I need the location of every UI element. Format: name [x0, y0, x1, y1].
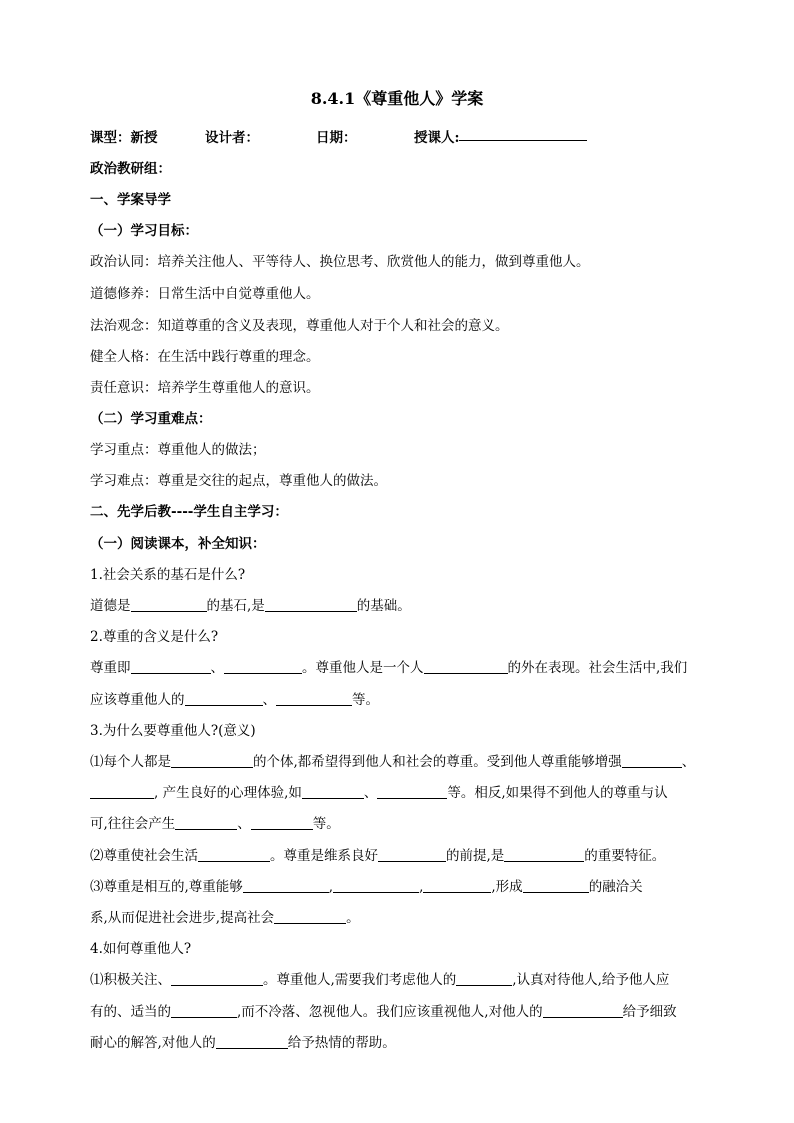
- meta-row: [90, 126, 710, 144]
- fill-blank[interactable]: [251, 815, 313, 830]
- question-3-paragraph-line: ⑵尊重使社会生活 。尊重是维系良好 的前提,是 的重要特征。: [90, 848, 666, 864]
- teacher-label: 授课人:: [414, 126, 459, 146]
- fill-blank[interactable]: [185, 691, 263, 706]
- fill-blank[interactable]: [224, 659, 302, 674]
- fill-blank[interactable]: [243, 878, 329, 893]
- question-4-answer-line: ⑴积极关注、 。尊重他人,需要我们考虑他人的 ,认真对待他人,给予他人应: [90, 972, 670, 988]
- fill-blank[interactable]: [333, 878, 419, 893]
- fill-blank[interactable]: [302, 784, 364, 799]
- fill-blank[interactable]: [622, 753, 682, 768]
- goal-item: 道德修养：日常生活中自觉尊重他人。: [90, 286, 320, 302]
- fill-blank[interactable]: [456, 971, 512, 986]
- question-3-paragraph-line: ⑶尊重是相互的,尊重能够 , , ,形成 的融洽关: [90, 879, 643, 895]
- question-4-answer-line: 有的、适当的 ,而不冷落、忽视他人。我们应该重视他人,对他人的 给予细致: [90, 1004, 677, 1020]
- question-3-paragraph-line: , 产生良好的心理体验,如 、 等。相反,如果得不到他人的尊重与认: [90, 781, 710, 801]
- fill-blank[interactable]: [131, 597, 207, 612]
- page-title: 8.4.1《尊重他人》学案: [310, 89, 484, 108]
- fill-blank[interactable]: [543, 1003, 623, 1018]
- fill-blank[interactable]: [523, 878, 589, 893]
- fill-blank[interactable]: [423, 878, 491, 893]
- goal-item: 责任意识：培养学生尊重他人的意识。: [90, 380, 320, 396]
- question-2-title: 2.尊重的含义是什么?: [90, 629, 219, 645]
- fill-blank[interactable]: [198, 847, 270, 862]
- fill-blank[interactable]: [171, 753, 253, 768]
- fill-blank[interactable]: [504, 847, 584, 862]
- fill-blank[interactable]: [274, 909, 346, 924]
- date-label: 日期：: [316, 130, 357, 146]
- goal-item: 法治观念：知道尊重的含义及表现，尊重他人对于个人和社会的意义。: [90, 318, 509, 334]
- fill-blank[interactable]: [216, 1034, 288, 1049]
- question-3-paragraph-line: 可,往往会产生 、 等。: [90, 816, 340, 832]
- question-3-paragraph-line: 系,从而促进社会进步,提高社会 。: [90, 910, 360, 926]
- fill-blank[interactable]: [377, 784, 447, 799]
- question-3-title: 3.为什么要尊重他人?(意义): [90, 723, 256, 739]
- fill-blank[interactable]: [265, 597, 357, 612]
- fill-blank[interactable]: [378, 847, 446, 862]
- section-1-1-heading: （一）学习目标：: [90, 223, 198, 239]
- question-1-answer: 道德是 的基石,是 的基础。: [90, 598, 411, 614]
- designer-label: 设计者：: [205, 130, 259, 146]
- fill-blank[interactable]: [131, 659, 211, 674]
- goal-item: 政治认同：培养关注他人、平等待人、换位思考、欣赏他人的能力，做到尊重他人。: [90, 254, 590, 270]
- section-2-heading: 二、先学后教----学生自主学习：: [90, 504, 288, 520]
- goal-item: 健全人格：在生活中践行尊重的理念。: [90, 349, 320, 365]
- question-4-answer-line: 耐心的解答,对他人的 给予热情的帮助。: [90, 1035, 396, 1051]
- question-2-answer-line: 应该尊重他人的 、 等。: [90, 692, 379, 708]
- question-2-answer-line: 尊重即 、 。尊重他人是一个人 的外在表现。社会生活中,我们: [90, 660, 688, 676]
- fill-blank[interactable]: [276, 691, 352, 706]
- section-1-heading: 一、学案导学: [90, 192, 171, 208]
- fill-blank[interactable]: [171, 971, 263, 986]
- question-4-title: 4.如何尊重他人?: [90, 941, 192, 957]
- fill-blank[interactable]: [175, 815, 237, 830]
- fill-blank[interactable]: [90, 784, 154, 799]
- key-point: 学习重点：尊重他人的做法；: [90, 442, 266, 458]
- difficult-point: 学习难点：尊重是交往的起点，尊重他人的做法。: [90, 473, 387, 489]
- lesson-type: 课型：新授: [90, 130, 158, 146]
- fill-blank[interactable]: [424, 659, 508, 674]
- group-label: 政治教研组：: [90, 161, 171, 177]
- fill-blank[interactable]: [171, 1003, 237, 1018]
- question-3-paragraph-line: ⑴每个人都是 的个体,都希望得到他人和社会的尊重。受到他人尊重能够增强 、: [90, 754, 696, 770]
- section-1-2-heading: （二）学习重难点：: [90, 411, 212, 427]
- question-1-title: 1.社会关系的基石是什么?: [90, 567, 246, 583]
- section-2-1-heading: （一）阅读课本，补全知识：: [90, 536, 266, 552]
